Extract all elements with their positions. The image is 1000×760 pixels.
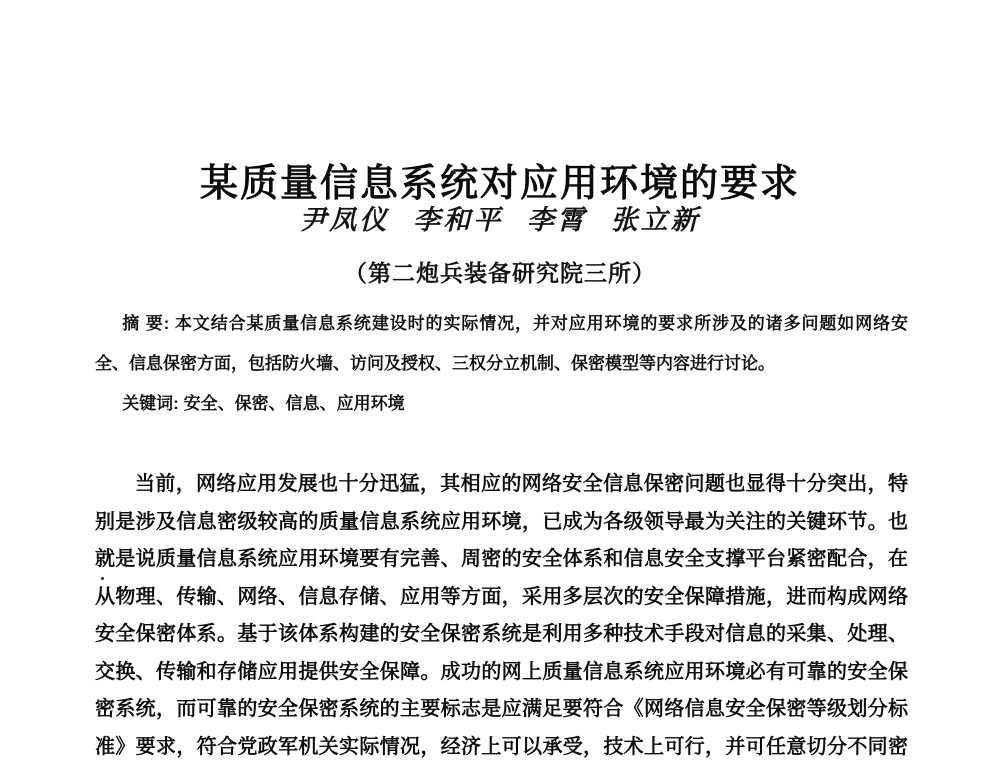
body-line: 安全保密体系。基于该体系构建的安全保密系统是利用多种技术手段对信息的采集、处理、 bbox=[95, 623, 908, 645]
body-line: 交换、传输和存储应用提供安全保障。成功的网上质量信息系统应用环境必有可靠的安全保 bbox=[95, 660, 908, 683]
keywords-line: 关键词: 安全、保密、信息、应用环境 bbox=[122, 394, 405, 413]
body-paragraph bbox=[95, 466, 908, 760]
body-line: 密系统，而可靠的安全保密系统的主要标志是应满足要符合《网络信息安全保密等级划分标 bbox=[95, 698, 908, 720]
body-line: 别是涉及信息密级较高的质量信息系统应用环境，已成为各级领导最为关注的关键环节。也 bbox=[95, 510, 908, 533]
abstract-keywords-block bbox=[95, 304, 908, 424]
page-title: 某质量信息系统对应用环境的要求 bbox=[199, 163, 800, 206]
body-line: 从物理、传输、网络、信息存储、应用等方面，采用多层次的安全保障措施，进而构成网络 bbox=[95, 585, 908, 608]
abstract-line: 全、信息保密方面，包括防火墙、访问及授权、三权分立机制、保密模型等内容进行讨论。 bbox=[95, 354, 775, 373]
body-line: 就是说质量信息系统应用环境要有完善、周密的安全体系和信息安全支撑平台紧密配合，在 bbox=[95, 548, 908, 570]
body-line: 准》要求，符合党政军机关实际情况，经济上可以承受，技术上可行，并可任意切分不同密 bbox=[95, 735, 908, 758]
abstract-line: 摘 要: 本文结合某质量信息系统建设时的实际情况，并对应用环境的要求所涉及的诸多问题如网络安 bbox=[122, 314, 908, 333]
authors-line: 尹凤仪 李和平 李霄 张立新 bbox=[299, 205, 701, 235]
scan-artifact-dot bbox=[101, 577, 104, 580]
affiliation-line: （第二炮兵装备研究院三所） bbox=[344, 261, 656, 286]
body-line: 当前，网络应用发展也十分迅猛，其相应的网络安全信息保密问题也显得十分突出，特 bbox=[135, 473, 908, 495]
